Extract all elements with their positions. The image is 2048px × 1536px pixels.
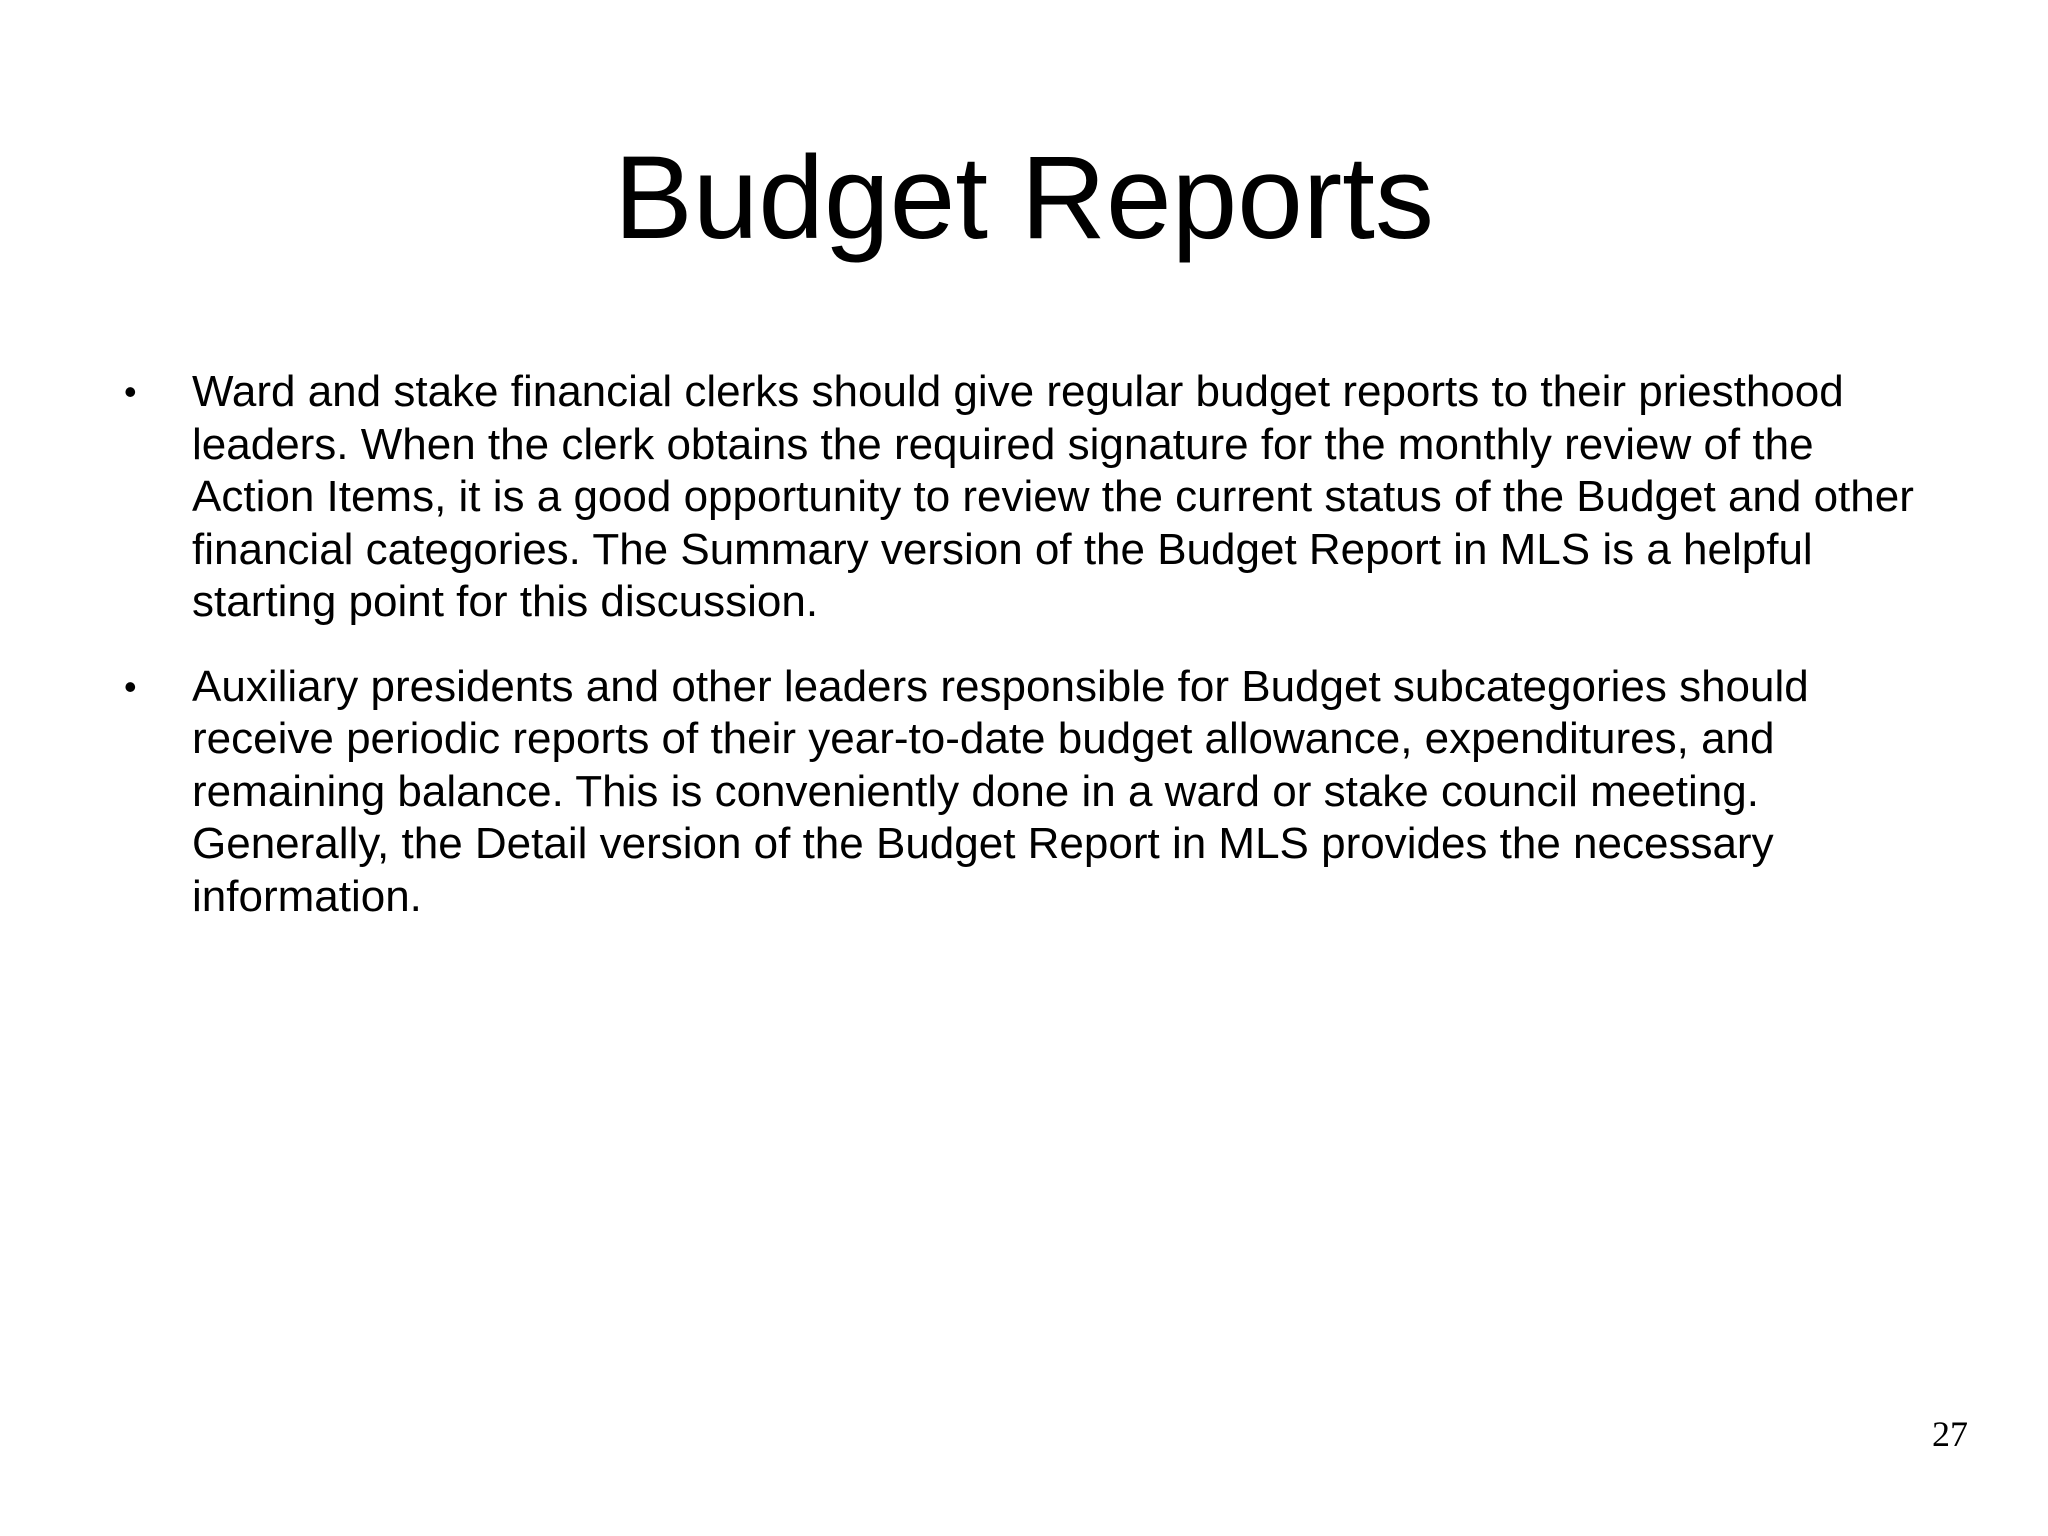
bullet-text: Ward and stake financial clerks should give regular budget reports to their priesthood leaders. When the clerk obtains the required signature for the monthly review of the Action Items, it is a good opportunity to review the current status of the Budget and other financial categories. The Summary version of the Budget Report in MLS is a helpful starting point for this discussion. [192, 367, 1914, 626]
bullet-item-auxiliary-reports [120, 661, 1920, 924]
bullet-marker: • [124, 371, 137, 412]
bullet-text: Auxiliary presidents and other leaders responsible for Budget subcategories should receive periodic reports of their year-to-date budget allowance, expenditures, and remaining balance. This is conveniently done in a ward or stake council meeting. Generally, the Detail version of the Budget Report in MLS provides the necessary information. [192, 661, 1809, 921]
bullet-list [120, 366, 1920, 955]
bullet-item-clerk-reports [120, 366, 1920, 629]
bullet-marker: • [124, 665, 137, 707]
page-number: 27 [1932, 1414, 1968, 1454]
slide-title: Budget Reports [614, 132, 1434, 264]
